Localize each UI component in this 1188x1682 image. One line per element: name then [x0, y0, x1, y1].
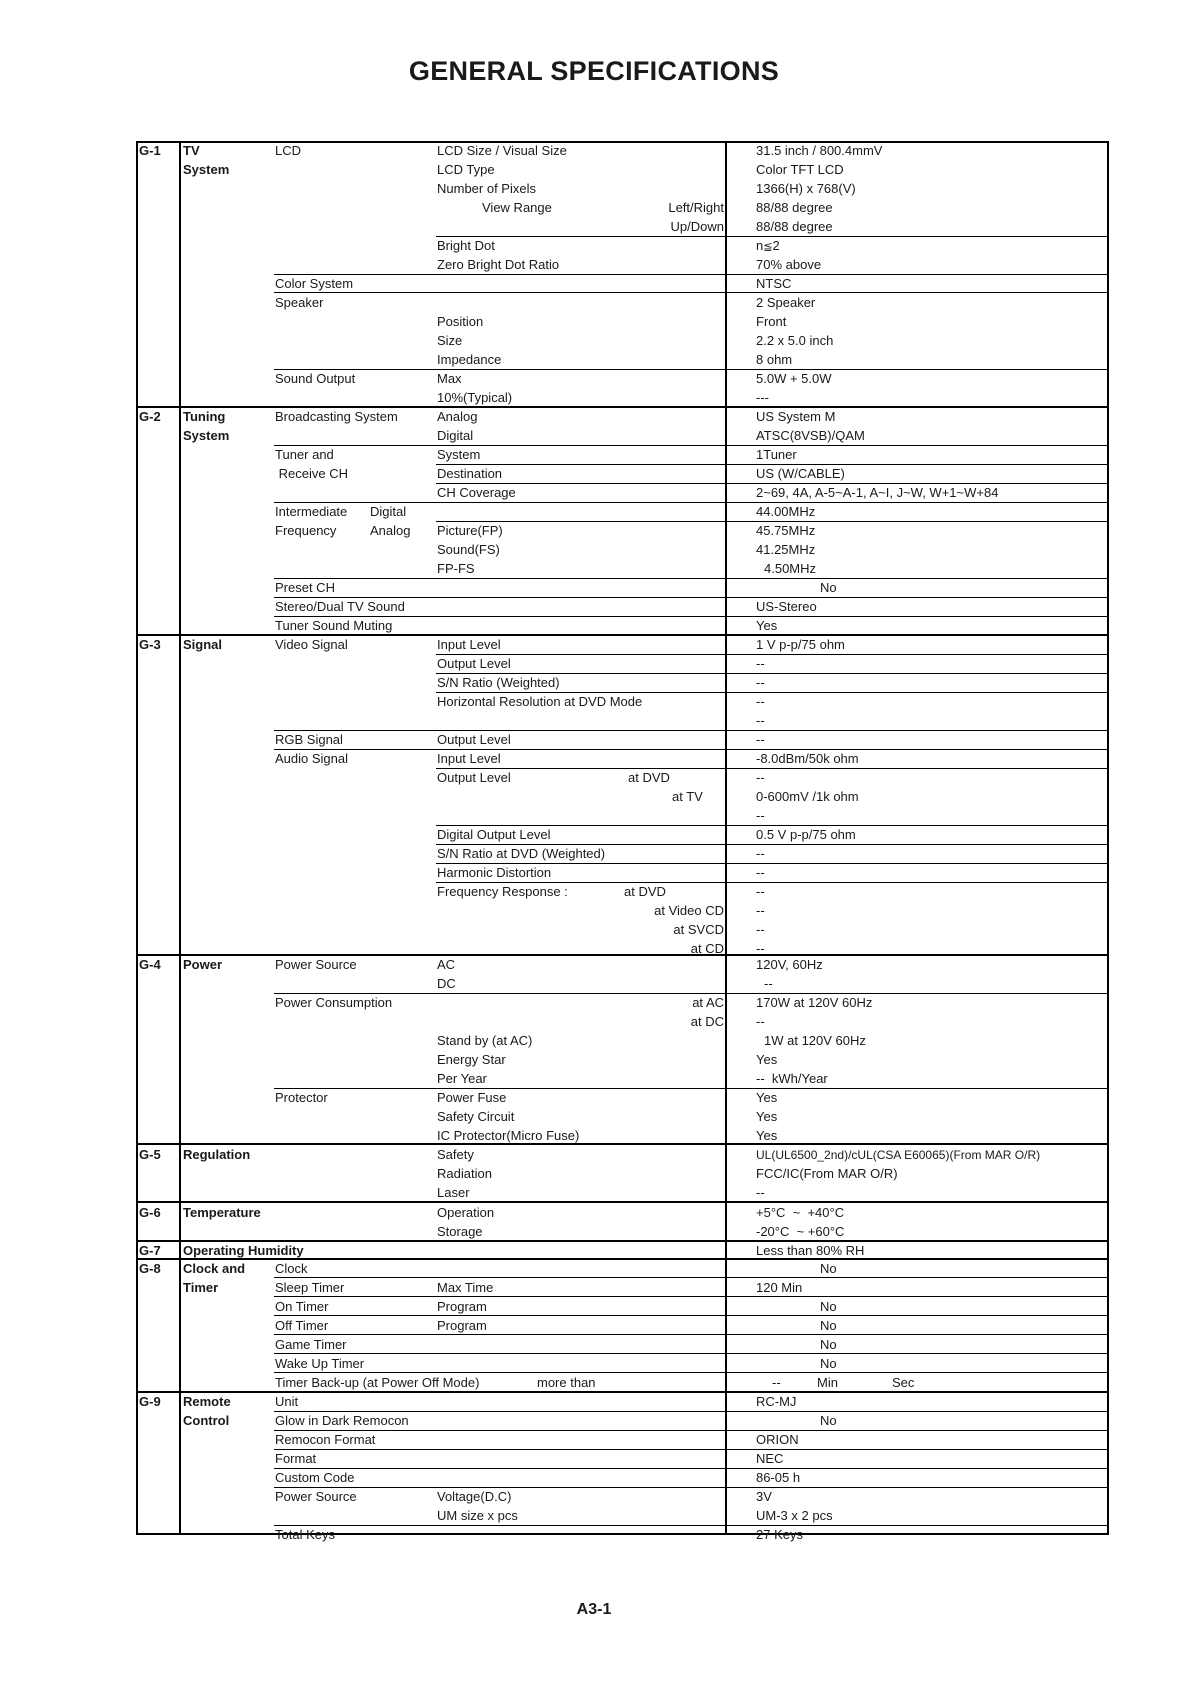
spec-value: -- kWh/Year: [756, 1071, 828, 1086]
spec-value: --: [756, 656, 765, 671]
spec-label: Broadcasting System: [275, 409, 398, 424]
section-name: Operating Humidity: [183, 1243, 304, 1258]
spec-label: Preset CH: [275, 580, 335, 595]
spec-value: Yes: [756, 1128, 778, 1143]
spec-label: Analog: [370, 523, 411, 538]
spec-label: Zero Bright Dot Ratio: [437, 257, 560, 272]
section-divider: [137, 406, 1108, 408]
spec-value: US System M: [756, 409, 836, 424]
spec-label: Energy Star: [437, 1052, 506, 1067]
spec-label: Intermediate: [275, 504, 348, 519]
spec-value: --: [756, 922, 765, 937]
spec-label: at TV: [672, 789, 703, 804]
spec-label: Radiation: [437, 1166, 492, 1181]
spec-value: No: [820, 1299, 837, 1314]
spec-label: at CD: [690, 941, 724, 956]
spec-value: --: [756, 732, 765, 747]
spec-value: Front: [756, 314, 787, 329]
spec-label: Sleep Timer: [275, 1280, 345, 1295]
spec-label: Game Timer: [275, 1337, 347, 1352]
spec-value: UM-3 x 2 pcs: [756, 1508, 833, 1523]
section-code: G-1: [139, 143, 161, 158]
spec-label: View Range: [482, 200, 552, 215]
row-divider: [274, 502, 1108, 503]
spec-value: 2 Speaker: [756, 295, 816, 310]
spec-label: Glow in Dark Remocon: [275, 1413, 409, 1428]
row-divider: [274, 597, 1108, 598]
spec-label: S/N Ratio (Weighted): [437, 675, 560, 690]
row-divider: [274, 1353, 1108, 1354]
section-name: TV: [183, 143, 200, 158]
spec-value: US (W/CABLE): [756, 466, 845, 481]
spec-value: No: [820, 1356, 837, 1371]
spec-label: Max: [437, 371, 462, 386]
section-divider: [137, 954, 1108, 956]
spec-label: Color System: [275, 276, 354, 291]
spec-value: 4.50MHz: [764, 561, 817, 576]
spec-value: Yes: [756, 1109, 778, 1124]
spec-label: Digital: [437, 428, 474, 443]
spec-label: Remocon Format: [275, 1432, 376, 1447]
spec-label: Max Time: [437, 1280, 494, 1295]
spec-value: --: [756, 865, 765, 880]
spec-label: Program: [437, 1318, 487, 1333]
spec-value: --: [764, 976, 773, 991]
spec-label: at SVCD: [673, 922, 724, 937]
row-divider: [274, 993, 1108, 994]
spec-label: Tuner Sound Muting: [275, 618, 393, 633]
spec-label: Per Year: [437, 1071, 487, 1086]
spec-value: No: [820, 1261, 837, 1276]
row-divider: [436, 483, 1108, 484]
spec-label: at AC: [692, 995, 724, 1010]
section-code: G-4: [139, 957, 161, 972]
section-divider: [137, 634, 1108, 636]
spec-label: System: [437, 447, 481, 462]
section-name: Timer: [183, 1280, 219, 1295]
spec-label: Wake Up Timer: [275, 1356, 365, 1371]
row-divider: [436, 825, 1108, 826]
row-divider: [274, 1088, 1108, 1089]
spec-value: -8.0dBm/50k ohm: [756, 751, 859, 766]
spec-label: UM size x pcs: [437, 1508, 518, 1523]
spec-value: RC-MJ: [756, 1394, 797, 1409]
spec-label: Analog: [437, 409, 478, 424]
spec-value: Less than 80% RH: [756, 1243, 865, 1258]
spec-label: DC: [437, 976, 456, 991]
spec-label: Destination: [437, 466, 503, 481]
spec-label: Power Source: [275, 1489, 357, 1504]
spec-label: Up/Down: [670, 219, 724, 234]
spec-label: Bright Dot: [437, 238, 495, 253]
spec-label: Audio Signal: [275, 751, 348, 766]
row-divider: [274, 1372, 1108, 1373]
spec-label: at DC: [690, 1014, 724, 1029]
spec-label: Off Timer: [275, 1318, 329, 1333]
spec-label: Protector: [275, 1090, 328, 1105]
spec-value: 27 Keys: [756, 1527, 803, 1542]
spec-value: NEC: [756, 1451, 784, 1466]
spec-value: 44.00MHz: [756, 504, 816, 519]
row-divider: [436, 673, 1108, 674]
section-divider: [137, 1201, 1108, 1203]
spec-label: Sound(FS): [437, 542, 500, 557]
spec-value: ORION: [756, 1432, 799, 1447]
spec-value: --: [756, 1185, 765, 1200]
spec-value: --: [756, 713, 765, 728]
spec-label: Timer Back-up (at Power Off Mode): [275, 1375, 480, 1390]
spec-value: 88/88 degree: [756, 219, 833, 234]
spec-value: ATSC(8VSB)/QAM: [756, 428, 865, 443]
section-code: G-3: [139, 637, 161, 652]
spec-value: Yes: [756, 1052, 778, 1067]
section-name: Signal: [183, 637, 223, 652]
spec-label: Safety: [437, 1147, 474, 1162]
bright-dot-count: 2: [772, 238, 780, 253]
spec-value: --: [756, 884, 765, 899]
spec-value: No: [820, 1413, 837, 1428]
section-name: System: [183, 162, 230, 177]
spec-value: --: [772, 1375, 781, 1390]
spec-label: more than: [537, 1375, 596, 1390]
spec-value: 31.5 inch / 800.4mmV: [756, 143, 883, 158]
section-name: Tuning: [183, 409, 226, 424]
spec-label: On Timer: [275, 1299, 329, 1314]
spec-label: 10%(Typical): [437, 390, 513, 405]
spec-label: Digital Output Level: [437, 827, 551, 842]
spec-label: LCD: [275, 143, 302, 158]
spec-label: Size: [437, 333, 463, 348]
spec-value: US-Stereo: [756, 599, 817, 614]
section-code: G-7: [139, 1243, 161, 1258]
spec-label: Clock: [275, 1261, 308, 1276]
spec-value: No: [820, 580, 837, 595]
section-name: Regulation: [183, 1147, 251, 1162]
row-divider: [436, 692, 1108, 693]
spec-value: --: [756, 694, 765, 709]
spec-label: Harmonic Distortion: [437, 865, 552, 880]
spec-label: Number of Pixels: [437, 181, 536, 196]
spec-value: Yes: [756, 618, 778, 633]
spec-value: 120 Min: [756, 1280, 803, 1295]
spec-value: 2~69, 4A, A-5~A-1, A~I, J~W, W+1~W+84: [756, 485, 999, 500]
spec-value: 86-05 h: [756, 1470, 801, 1485]
row-divider: [274, 369, 1108, 370]
row-divider: [436, 768, 1108, 769]
spec-value: [756, 238, 780, 255]
spec-label: Frequency: [275, 523, 337, 538]
spec-value: 1Tuner: [756, 447, 797, 462]
spec-label: Output Level: [437, 656, 511, 671]
spec-label: Stand by (at AC): [437, 1033, 533, 1048]
row-divider: [274, 1468, 1108, 1469]
spec-label: Position: [437, 314, 484, 329]
spec-value: 3V: [756, 1489, 772, 1504]
spec-label: IC Protector(Micro Fuse): [437, 1128, 580, 1143]
spec-label: Power Source: [275, 957, 357, 972]
spec-label: Safety Circuit: [437, 1109, 515, 1124]
spec-value: 70% above: [756, 257, 822, 272]
section-divider: [137, 1391, 1108, 1393]
section-code: G-8: [139, 1261, 161, 1276]
spec-value: 1W at 120V 60Hz: [764, 1033, 866, 1048]
spec-label: S/N Ratio at DVD (Weighted): [437, 846, 606, 861]
spec-value: Color TFT LCD: [756, 162, 844, 177]
row-divider: [274, 1430, 1108, 1431]
spec-label: Tuner and: [275, 447, 334, 462]
spec-label: CH Coverage: [437, 485, 516, 500]
section-divider: [137, 1143, 1108, 1145]
row-divider: [436, 464, 1108, 465]
spec-label: Operation: [437, 1205, 495, 1220]
spec-value: Sec: [892, 1375, 915, 1390]
spec-value: Min: [817, 1375, 838, 1390]
section-code: G-5: [139, 1147, 161, 1162]
page-title: GENERAL SPECIFICATIONS: [408, 56, 780, 86]
spec-value: --: [756, 1014, 765, 1029]
spec-label: LCD Size / Visual Size: [437, 143, 567, 158]
row-divider: [274, 1411, 1108, 1412]
spec-value: ---: [756, 390, 769, 405]
spec-value: +5°C ~ +40°C: [756, 1205, 845, 1220]
spec-label: Sound Output: [275, 371, 356, 386]
row-divider: [436, 882, 1108, 883]
spec-value: Yes: [756, 1090, 778, 1105]
spec-value: 88/88 degree: [756, 200, 833, 215]
spec-value: 120V, 60Hz: [756, 957, 823, 972]
row-divider: [726, 236, 1108, 237]
section-name: Temperature: [183, 1205, 261, 1220]
row-divider: [274, 1525, 1108, 1526]
row-divider: [436, 844, 1108, 845]
row-divider: [274, 1277, 1108, 1278]
spec-label: Receive CH: [275, 466, 348, 481]
row-divider: [274, 749, 1108, 750]
spec-value: No: [820, 1318, 837, 1333]
spec-label: Power Fuse: [437, 1090, 507, 1105]
spec-label: Storage: [437, 1224, 483, 1239]
row-divider: [436, 863, 1108, 864]
row-divider: [274, 292, 1108, 293]
spec-label: Horizontal Resolution at DVD Mode: [437, 694, 643, 709]
spec-label: Output Level: [437, 732, 511, 747]
spec-label: Impedance: [437, 352, 502, 367]
row-divider: [274, 730, 1108, 731]
spec-label: at DVD: [628, 770, 670, 785]
spec-label: Speaker: [275, 295, 324, 310]
section-name: Power: [183, 957, 223, 972]
row-divider: [274, 1296, 1108, 1297]
spec-label: Program: [437, 1299, 487, 1314]
spec-value: 170W at 120V 60Hz: [756, 995, 873, 1010]
spec-value: 5.0W + 5.0W: [756, 371, 832, 386]
spec-value: 0.5 V p-p/75 ohm: [756, 827, 856, 842]
spec-label: Frequency Response :: [437, 884, 568, 899]
section-name: Clock and: [183, 1261, 246, 1276]
spec-label: Left/Right: [668, 200, 724, 215]
spec-label: Total Keys: [275, 1527, 335, 1542]
col-divider: [725, 142, 727, 1534]
spec-value: -20°C ~ +60°C: [756, 1224, 845, 1239]
section-code: G-2: [139, 409, 161, 424]
spec-value: FCC/IC(From MAR O/R): [756, 1166, 898, 1181]
spec-label: LCD Type: [437, 162, 495, 177]
spec-value: 45.75MHz: [756, 523, 816, 538]
section-code: G-9: [139, 1394, 161, 1409]
spec-label: Unit: [275, 1394, 299, 1409]
col-divider: [179, 142, 181, 1534]
spec-label: Output Level: [437, 770, 511, 785]
spec-value: 41.25MHz: [756, 542, 816, 557]
spec-value: 1 V p-p/75 ohm: [756, 637, 845, 652]
spec-value: 2.2 x 5.0 inch: [756, 333, 834, 348]
row-divider: [274, 274, 1108, 275]
section-name: Remote: [183, 1394, 231, 1409]
spec-label: at DVD: [624, 884, 666, 899]
spec-label: Stereo/Dual TV Sound: [275, 599, 405, 614]
spec-value: No: [820, 1337, 837, 1352]
row-divider: [436, 654, 1108, 655]
spec-label: Picture(FP): [437, 523, 503, 538]
spec-label: Voltage(D.C): [437, 1489, 512, 1504]
spec-label: Format: [275, 1451, 317, 1466]
row-divider: [274, 1487, 1108, 1488]
spec-label: RGB Signal: [275, 732, 343, 747]
spec-value: --: [756, 675, 765, 690]
row-divider: [274, 1315, 1108, 1316]
spec-label: at Video CD: [654, 903, 724, 918]
section-name: Control: [183, 1413, 230, 1428]
less-equal-symbol: ≦: [763, 241, 773, 253]
spec-label: FP-FS: [437, 561, 475, 576]
spec-value: --: [756, 808, 765, 823]
row-divider: [274, 578, 1108, 579]
row-divider: [436, 236, 726, 237]
spec-value: --: [756, 846, 765, 861]
spec-value: 1366(H) x 768(V): [756, 181, 856, 196]
row-divider: [436, 521, 1108, 522]
bright-dot-n: n: [756, 238, 764, 253]
spec-label: Custom Code: [275, 1470, 355, 1485]
spec-value: --: [756, 903, 765, 918]
row-divider: [274, 1334, 1108, 1335]
spec-value: --: [756, 770, 765, 785]
section-divider: [137, 1240, 1108, 1242]
spec-label: Input Level: [437, 751, 501, 766]
row-divider: [274, 445, 1108, 446]
row-divider: [274, 616, 1108, 617]
spec-label: Power Consumption: [275, 995, 393, 1010]
spec-label: Video Signal: [275, 637, 348, 652]
section-code: G-6: [139, 1205, 161, 1220]
spec-label: Input Level: [437, 637, 501, 652]
section-name: System: [183, 428, 230, 443]
page-number: A3-1: [576, 1601, 612, 1618]
spec-value: 0-600mV /1k ohm: [756, 789, 859, 804]
spec-label: AC: [437, 957, 456, 972]
spec-value: NTSC: [756, 276, 792, 291]
spec-label: Laser: [437, 1185, 470, 1200]
row-divider: [274, 1449, 1108, 1450]
spec-value: UL(UL6500_2nd)/cUL(CSA E60065)(From MAR O/R): [756, 1148, 1041, 1162]
spec-label: Digital: [370, 504, 407, 519]
spec-value: 8 ohm: [756, 352, 793, 367]
spec-value: --: [756, 941, 765, 956]
